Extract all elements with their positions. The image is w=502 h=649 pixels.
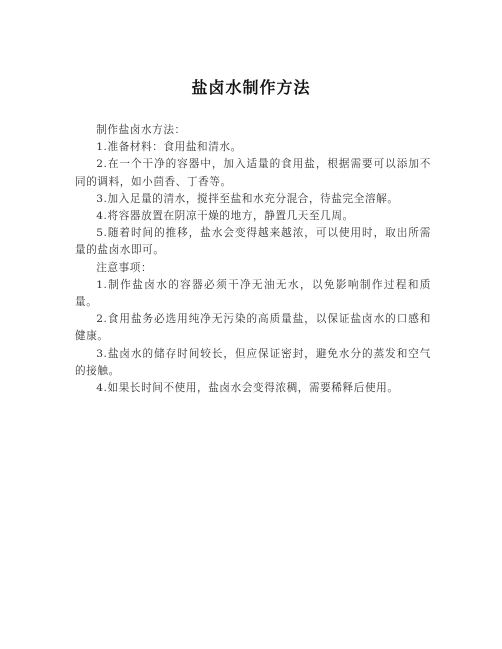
document-body <box>75 122 431 397</box>
paragraph-step-5: 5.随着时间的推移，盐水会变得越来越浓，可以使用时，取出所需量的盐卤水即可。 <box>75 227 431 257</box>
paragraph-step-3: 3.加入足量的清水，搅拌至盐和水充分混合，待盐完全溶解。 <box>96 192 399 205</box>
document-title: 盐卤水制作方法 <box>191 78 311 97</box>
paragraph-step-2: 2.在一个干净的容器中，加入适量的食用盐，根据需要可以添加不同的调料，如小茴香、丁香等。 <box>75 158 431 188</box>
paragraph-note-1: 1.制作盐卤水的容器必须干净无油无水，以免影响制作过程和质量。 <box>75 278 431 309</box>
paragraph-method-heading: 制作盐卤水方法： <box>96 124 186 136</box>
paragraph-step-1: 1.准备材料：食用盐和清水。 <box>96 141 242 154</box>
paragraph-note-2: 2.食用盐务必选用纯净无污染的高质量盐，以保证盐卤水的口感和健康。 <box>75 313 431 343</box>
paragraph-note-4: 4.如果长时间不使用，盐卤水会变得浓稠，需要稀释后使用。 <box>96 382 399 395</box>
paragraph-step-4: 4.将容器放置在阴凉干燥的地方，静置几天至几周。 <box>96 210 354 223</box>
paragraph-note-3: 3.盐卤水的储存时间较长，但应保证密封，避免水分的蒸发和空气的接触。 <box>75 347 431 377</box>
paragraph-notes-heading: 注意事项： <box>96 261 153 274</box>
